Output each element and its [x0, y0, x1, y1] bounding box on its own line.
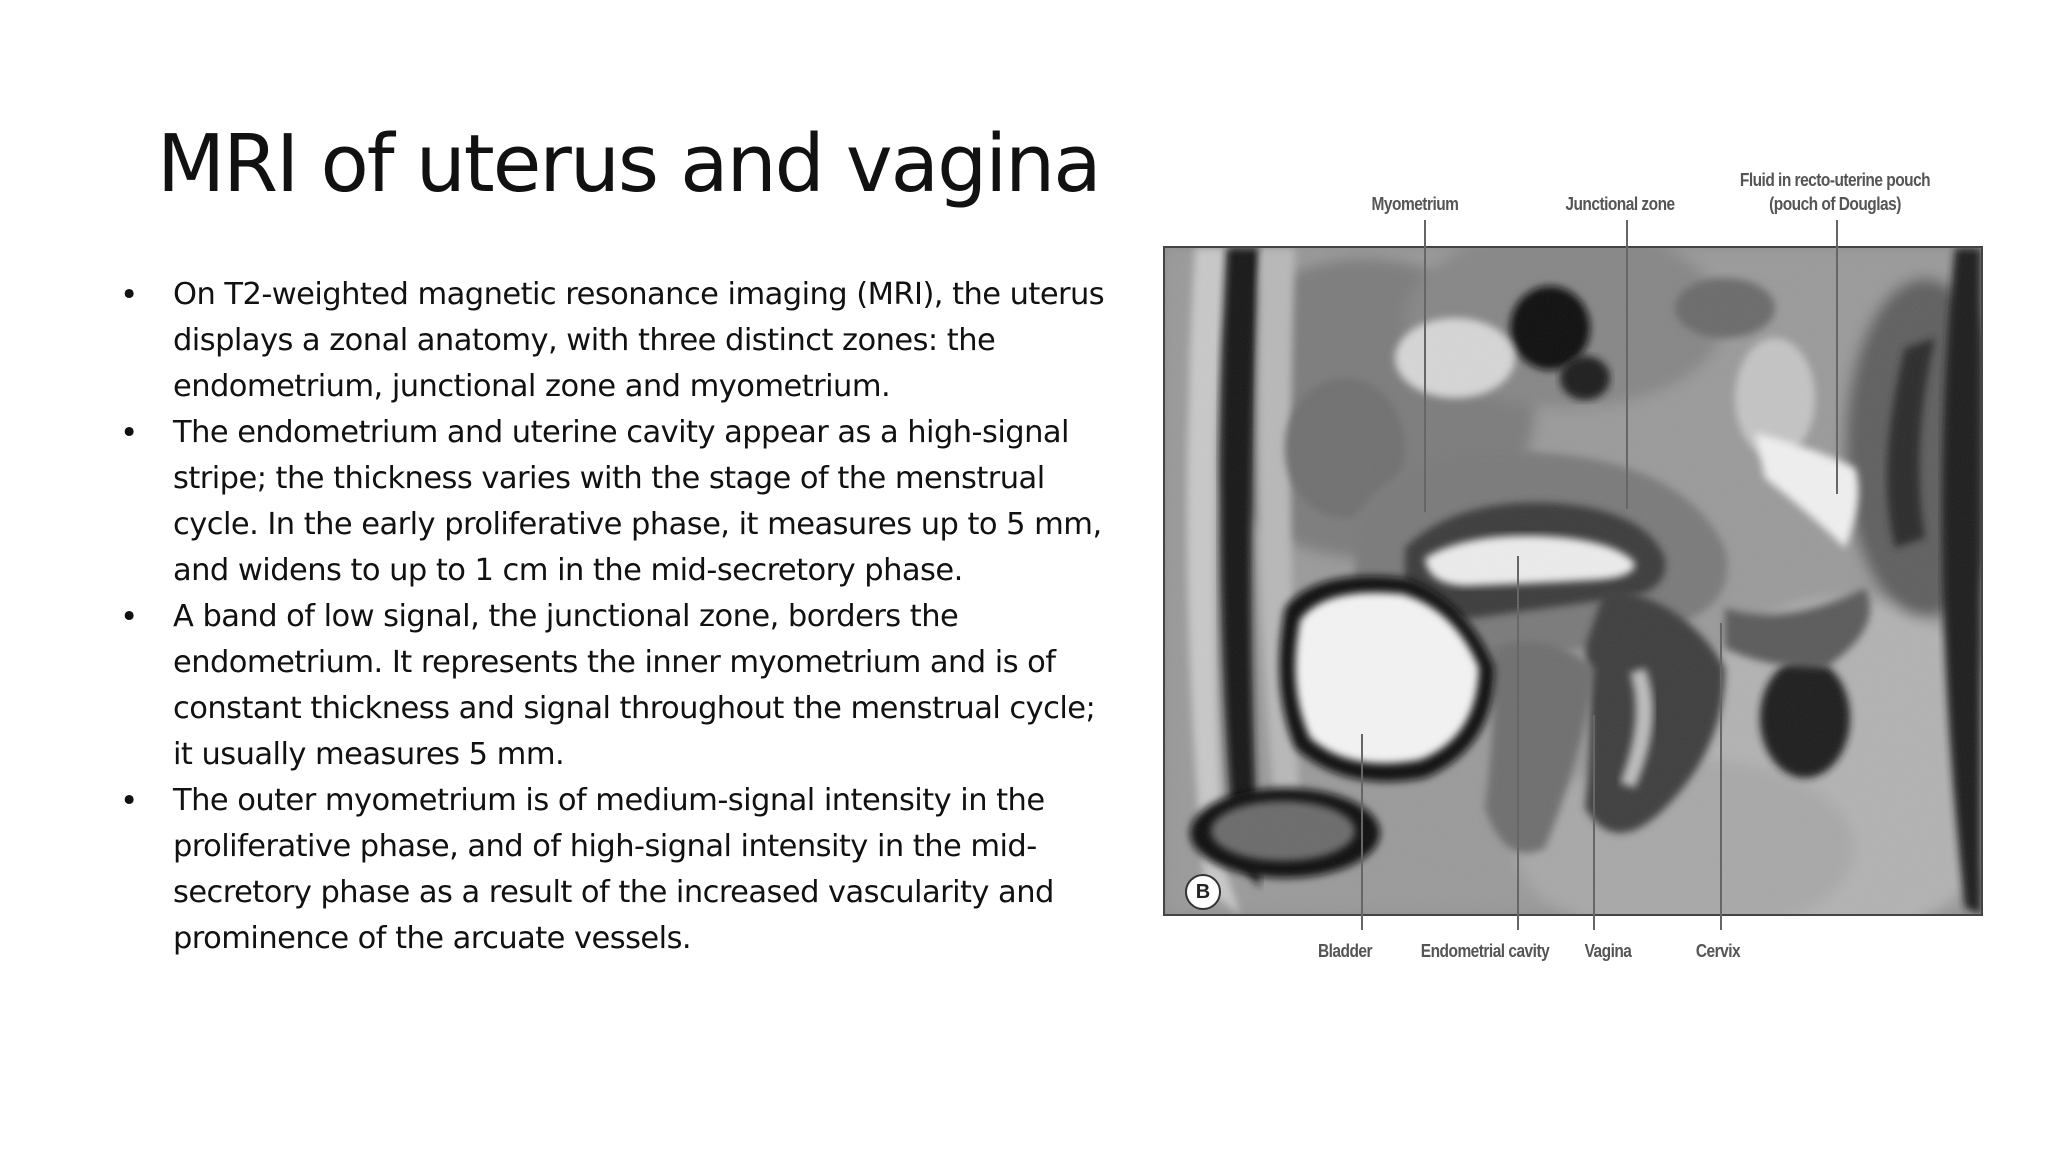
slide-title: MRI of uterus and vagina [157, 118, 1100, 210]
label-bladder: Bladder [1317, 941, 1373, 961]
panel-label-b: B [1185, 874, 1221, 910]
leader-fluid [1836, 220, 1838, 494]
leader-cervix [1720, 623, 1722, 930]
bullet-list [120, 272, 1120, 962]
label-fluid-line1: Fluid in recto-uterine pouch [1739, 170, 1931, 190]
mri-scan-svg [1165, 248, 1981, 914]
mri-figure [1160, 160, 1990, 980]
bullet-text: On T2-weighted magnetic resonance imaging (MRI), the uterus displays a zonal anatomy, with three distinct zones: the endometrium, junctional zone and myometrium. [173, 277, 1105, 404]
label-junctional-zone: Junctional zone [1565, 194, 1675, 214]
bullet-dot: • [120, 783, 139, 819]
bullet-item [120, 594, 1120, 778]
bullet-item [120, 410, 1120, 594]
label-fluid-line2: (pouch of Douglas) [1769, 194, 1901, 214]
label-endometrial-cavity: Endometrial cavity [1420, 941, 1550, 961]
bullet-dot: • [120, 599, 139, 635]
bullet-dot: • [120, 415, 139, 451]
label-myometrium: Myometrium [1371, 194, 1459, 214]
label-cervix: Cervix [1695, 941, 1741, 961]
leader-myometrium [1424, 220, 1426, 512]
mri-image [1163, 246, 1983, 916]
bullet-text: The outer myometrium is of medium-signal intensity in the proliferative phase, and of high-signal intensity in the mid-secretory phase as a result of the increased vascularity and prominence of the arcuate vessels. [173, 783, 1054, 956]
bullet-item [120, 272, 1120, 410]
leader-junctional-zone [1626, 220, 1628, 509]
leader-endometrial-cavity [1517, 556, 1519, 930]
bullet-text: A band of low signal, the junctional zone, borders the endometrium. It represents the inner myometrium and is of constant thickness and signal throughout the menstrual cycle; it usually measures 5 mm. [173, 599, 1096, 772]
bullet-dot: • [120, 277, 139, 313]
label-vagina: Vagina [1584, 941, 1632, 961]
leader-bladder [1361, 734, 1363, 930]
bullet-item [120, 778, 1120, 962]
leader-vagina [1593, 715, 1595, 930]
bullet-text: The endometrium and uterine cavity appear as a high-signal stripe; the thickness varies with the stage of the menstrual cycle. In the early proliferative phase, it measures up to 5 mm, and widens to up to 1 cm in the mid-secretory phase. [173, 415, 1102, 588]
